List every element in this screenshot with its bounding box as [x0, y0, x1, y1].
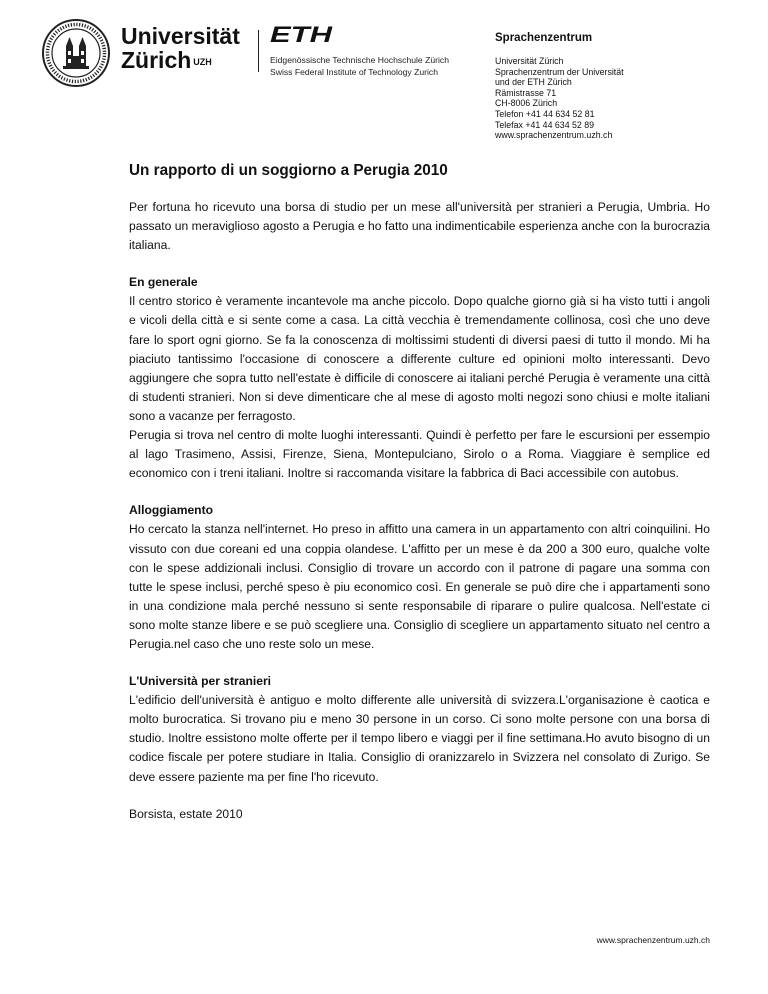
signature: Borsista, estate 2010 [129, 806, 243, 821]
section-heading-universita: L'Università per stranieri [129, 674, 272, 689]
section-paragraph: L'edificio dell'università è antiguo e molto differente alle università di svizzera.L'organisazione è caotica e molto burocratica. Si trovano piu e meno 30 persone in un corso. Ci sono molte persone con una borsa di studio. Inoltre essistono molte offerte per il tempo libero e viaggi per il fine settimana.Ho avuto bisogno di un codice fiscale per potere studiare in Italia. Consiglio di oranizzarelo in Svizzera nel consolato di Zurigo. Se deve essere paziente ma per fine l'ho ricevuto. [129, 693, 710, 784]
eth-logo [270, 24, 340, 44]
section-heading-generale: En generale [129, 275, 198, 290]
uzh-seal-logo [41, 18, 111, 88]
eth-subtitle [270, 54, 449, 78]
address-website: www.sprachenzentrum.uzh.ch [495, 130, 613, 141]
address-line: Universität Zürich [495, 56, 564, 66]
uzh-superscript: UZH [193, 57, 212, 67]
section-paragraph: Il centro storico è veramente incantevole ma anche piccolo. Dopo qualche giorno già si ha visto tutti i angoli e vicoli della città e si sente come a casa. La città vecchia è tremendamente collinosa, così che uno deve fare lo sport ogni giorno. Se fa la conoscenza di moltissimi studenti di diversi paesi di tutto il mondo. Mi ha piaciuto tantissimo l'occasione di conoscere a differente culture ed opinioni molto interessanti. Devo aggiungere che sopra tutto nell'estate è difficile di conoscere ai italiani perché Perugia è veramente una città di studenti stranieri. Non si deve dimenticare che al mese di agosto molti negozi sono chiusi e molte italiani sono a vacanze per ferragosto. [129, 294, 710, 423]
section-paragraph: Ho cercato la stanza nell'internet. Ho preso in affitto una camera in un appartamento con altri coinquilini. Ho vissuto con due coreani ed una coppia olandese. L'affitto per un mese è da 200 a 300 euro, qualche volte con le spese addizionali inclusi. Consiglio di trovare un accordo con il patrone di pagare una somma con tutte le spese inclusi, perché speso è piu economico così. En generale se può dire che i appartamenti sono in una condizione mala perché nessuno si sente responsabile di riparare o pulire qualcosa. Nell'estate ci sono molte stanze libere e se può scegliere una. Consiglio di scegliere un appartamento situato nel centro a Perugia.nel caso che uno reste solo un mese. [129, 522, 710, 651]
address-line: Rämistrasse 71 [495, 87, 557, 98]
footer-url: www.sprachenzentrum.uzh.ch [596, 935, 710, 945]
address-phone: Telefon +41 44 634 52 81 [495, 108, 595, 119]
document-title: Un rapporto di un soggiorno a Perugia 2010 [129, 162, 448, 179]
eth-line1: Eidgenössische Technische Hochschule Zürich [270, 55, 449, 65]
section-heading-alloggiamento: Alloggiamento [129, 503, 213, 518]
address-fax: Telefax +41 44 634 52 89 [495, 119, 595, 130]
uzh-name-line1: Universität [121, 23, 240, 49]
uzh-wordmark [121, 24, 240, 72]
eth-line2: Swiss Federal Institute of Technology Zurich [270, 67, 438, 77]
intro-paragraph: Per fortuna ho ricevuto una borsa di studio per un mese all'università per stranieri a Perugia, Umbria. Ho passato un meraviglioso agosto a Perugia e ho fatto una indimenticabile esperienza anche con la burocrazia italiana. [129, 200, 710, 253]
address-line: Sprachenzentrum der Universität [495, 66, 624, 77]
uzh-name-line2: Zürich [121, 47, 192, 73]
address-line: CH-8006 Zürich [495, 98, 558, 109]
address-line: und der ETH Zürich [495, 77, 572, 88]
logo-divider [258, 30, 259, 72]
document-body [129, 198, 710, 824]
address-block [495, 56, 624, 141]
section-paragraph: Perugia si trova nel centro di molte luoghi interessanti. Quindi è perfetto per fare le escursioni per essempio al lago Trasimeno, Assisi, Firenze, Siena, Montepulciano, Sirolo o a Roma. Viaggiare è semplice ed economico con i treni italiani. Inoltre si raccomanda visitare la fabbrica di Baci accessibile con autobus. [129, 428, 710, 481]
eth-logo-text: ETH [270, 24, 334, 44]
center-title: Sprachenzentrum [495, 32, 593, 44]
